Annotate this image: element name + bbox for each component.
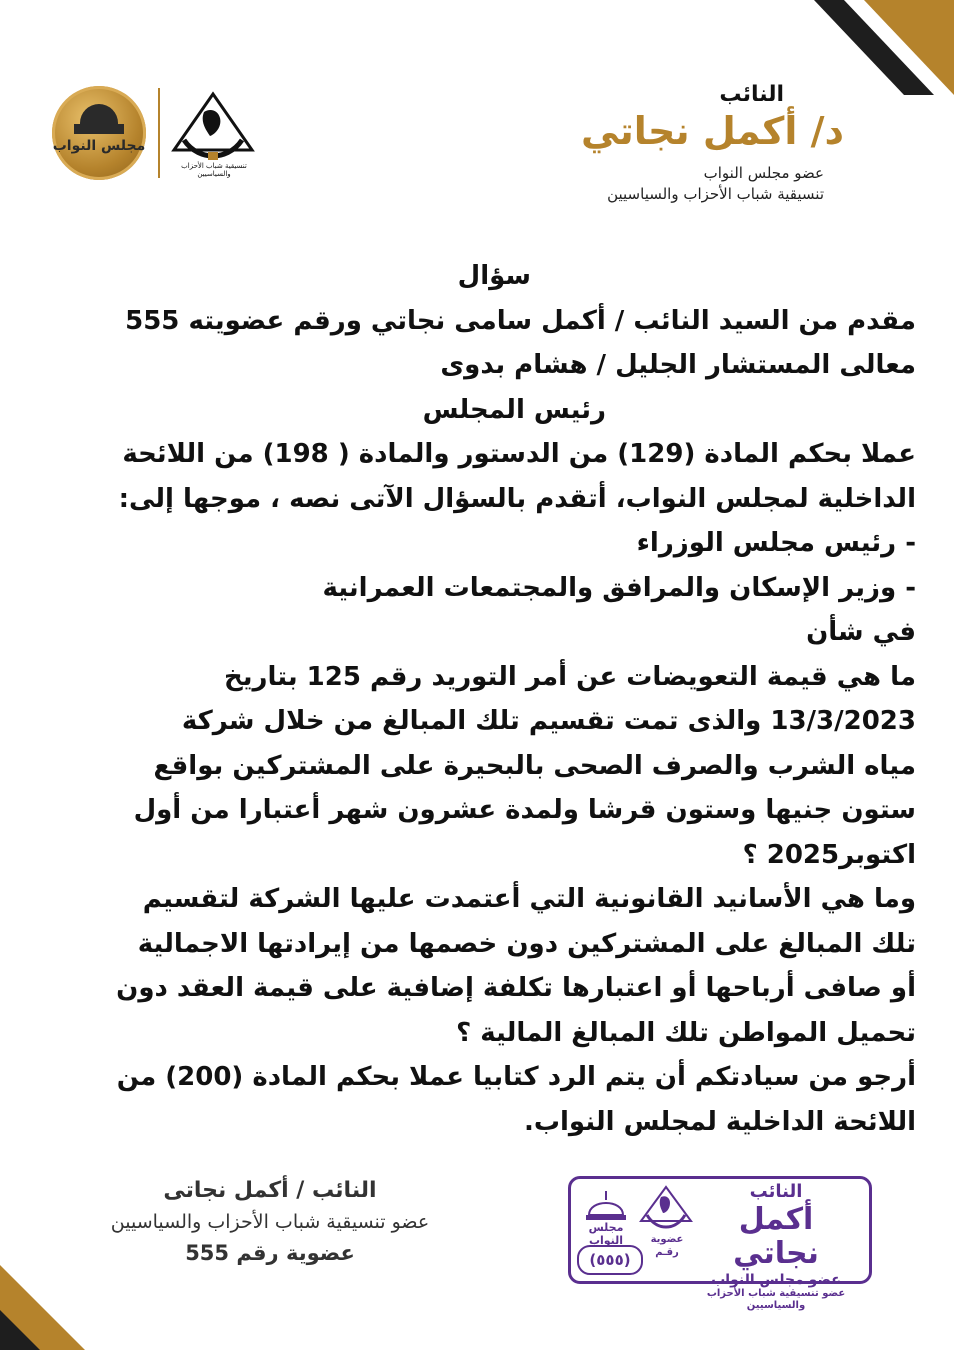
seal-text: مجلس النواب: [52, 138, 146, 154]
stamp-role: عضو مجلس النواب: [711, 1271, 841, 1288]
signature-block: [40, 1178, 500, 1265]
divider: [158, 88, 160, 178]
letter-line: - رئيس مجلس الوزراء: [636, 528, 916, 558]
letter-line: أو صافى أرباحها أو اعتبارها تكلفة إضافية على قيمة العقد دون: [116, 973, 916, 1003]
letter-line: ستون جنيها وستون قرشا ولمدة عشرون شهر أعتبارا من أول: [133, 795, 916, 825]
letter-heading: سؤال: [457, 261, 531, 291]
letter-line: رئيس المجلس: [422, 394, 606, 425]
signature-name: النائب / أكمل نجاتى: [163, 1178, 377, 1203]
letter-line: 13/3/2023 والذى تمت تقسيم تلك المبالغ من خلال شركة: [181, 706, 916, 736]
mp-title: النائب: [719, 82, 784, 107]
letter-line: اكتوبر2025 ؟: [742, 839, 916, 870]
party-logo-icon: [639, 1185, 693, 1233]
letter-line: في شأن: [806, 617, 916, 647]
header-logos: [52, 86, 262, 182]
party-logo-text: تنسيقية شباب الأحزاب والسياسيين: [181, 162, 247, 178]
letter-body: [78, 254, 916, 1144]
letter-line: معالى المستشار الجليل / هشام بدوى: [440, 350, 916, 380]
stamp-membership-label: عضوية رقـم: [650, 1234, 684, 1258]
letter-line: ما هي قيمة التعويضات عن أمر التوريد رقم 125 بتاريخ: [224, 661, 916, 692]
letter-line: مقدم من السيد النائب / أكمل سامى نجاتي ورقم عضويته 555: [125, 305, 916, 336]
letter-line: اللائحة الداخلية لمجلس النواب.: [524, 1106, 916, 1137]
corner-decoration-bottom: [0, 1255, 90, 1350]
letter-line: أرجو من سيادتكم أن يتم الرد كتابيا عملا بحكم المادة (200) من: [116, 1062, 916, 1092]
letter-line: الداخلية لمجلس النواب، أتقدم بالسؤال الآتى نصه ، موجها إلى:: [118, 483, 916, 514]
parliament-dome-icon: [583, 1189, 629, 1221]
mp-header: [514, 82, 844, 206]
letter-line: تلك المبالغ على المشتركين دون خصمها من إيرادتها الاجمالية: [137, 928, 916, 959]
letter-line: - وزير الإسكان والمرافق والمجتمعات العمرانية: [322, 572, 916, 603]
letter-line: وما هي الأسانيد القانونية التي أعتمدت عليها الشركة لتقسيم: [142, 884, 916, 914]
signature-role: عضو تنسيقية شباب الأحزاب والسياسيين: [110, 1211, 430, 1233]
parliament-seal-icon: [52, 86, 146, 180]
signature-membership: عضوية رقم 555: [185, 1241, 355, 1265]
stamp-party: عضو تنسيقية شباب الأحزاب والسياسيين: [706, 1288, 846, 1312]
stamp-seal-label: مجلس النواب: [588, 1221, 624, 1247]
stamp-membership-number: (٥٥٥): [577, 1245, 643, 1275]
corner-decoration-top: [754, 0, 954, 95]
letter-line: تحميل المواطن تلك المبالغ المالية ؟: [456, 1017, 916, 1048]
letter-line: مياه الشرب والصرف الصحى بالبحيرة على المشتركين بواقع: [153, 750, 916, 781]
mp-party: تنسيقية شباب الأحزاب والسياسيين: [607, 185, 824, 204]
mp-name: د/ أكمل نجاتي: [581, 109, 844, 153]
stamp-emblems: [577, 1183, 695, 1281]
stamp-name: أكمل نجاتي: [733, 1201, 819, 1272]
official-stamp: [568, 1176, 872, 1312]
stamp-text: [691, 1181, 861, 1312]
mp-role: عضو مجلس النواب: [703, 163, 824, 182]
letter-line: عملا بحكم المادة (129) من الدستور والمادة ( 198) من اللائحة: [122, 439, 916, 469]
stamp-title: النائب: [749, 1181, 803, 1202]
